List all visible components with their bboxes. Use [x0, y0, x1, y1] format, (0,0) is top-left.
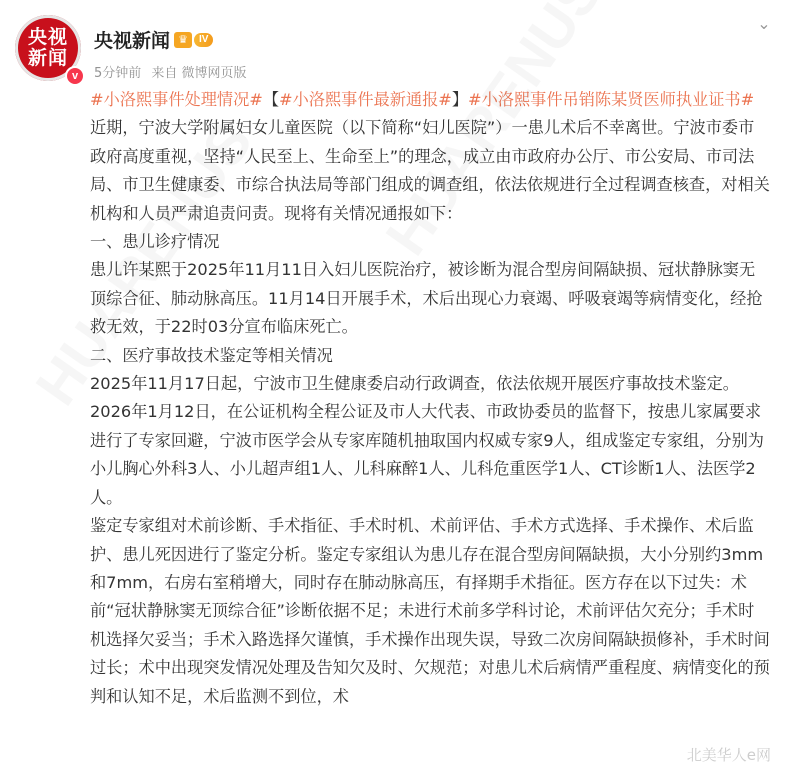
- avatar-line-2: 新闻: [27, 47, 68, 69]
- vip-badge[interactable]: [174, 31, 218, 49]
- post-header: [0, 0, 789, 90]
- bracket-close: 】: [451, 90, 469, 109]
- section1-title: 一、患儿诊疗情况: [90, 232, 220, 252]
- section2-body-2: 鉴定专家组对术前诊断、手术指征、手术时机、术前评估、手术方式选择、手术操作、术后监护、患儿死因进行了鉴定分析。鉴定专家组认为患儿存在混合型房间隔缺损，大小分别约3mm和7mm，右房右室稍增大，同时存在肺动脉高压，有择期手术指征。医方存在以下过失：术前“冠状静脉窦无顶综合征”诊断依据不足；未进行术前多学科讨论，术前评估欠充分；手术时机选择欠妥当；手术入路选择欠谨慎，手术操作出现失误，导致二次房间隔缺损修补，手术时间过长；术中出现突发情况处理及告知欠及时、欠规范；对患儿术后病情严重程度、病情变化的预判和认知不足，术后监测不到位，术: [90, 516, 770, 706]
- post-meta: [94, 62, 253, 81]
- crown-icon: ♛: [174, 32, 192, 48]
- bracket-open: 【: [262, 90, 280, 109]
- post-content: [90, 86, 770, 711]
- section2-body-1: 2025年11月17日起，宁波市卫生健康委启动行政调查，依法依规开展医疗事故技术鉴定。2026年1月12日，在公证机构全程公证及市人大代表、市政协委员的监督下，按患儿家属要求进行了专家回避，宁波市医学会从专家库随机抽取国内权威专家9人，组成鉴定专家组，分别为小儿胸心外科3人、小儿超声组1人、儿科麻醉1人、儿科危重医学1人、CT诊断1人、法医学2人。: [90, 374, 764, 507]
- verified-badge-icon: v: [65, 66, 85, 86]
- topic-link[interactable]: #小洛熙事件处理情况#: [90, 90, 263, 109]
- watermark-logo: 北美华人e网: [686, 746, 771, 764]
- chevron-down-icon[interactable]: ⌄: [757, 16, 771, 33]
- section1-body: 患儿许某熙于2025年11月11日入妇儿医院治疗，被诊断为混合型房间隔缺损、冠状静脉窦无顶综合征、肺动脉高压。11月14日开展手术，术后出现心力衰竭、呼吸衰竭等病情变化，经抢救无效，于22时03分宣布临床死亡。: [90, 260, 763, 337]
- post-paragraph-intro: [90, 86, 770, 228]
- post-time[interactable]: 5分钟前: [94, 66, 142, 81]
- author-name[interactable]: 央视新闻: [94, 30, 171, 52]
- topic-link[interactable]: #小洛熙事件最新通报#: [279, 90, 452, 109]
- post-source: 来自 微博网页版: [151, 66, 247, 81]
- topic-link[interactable]: #小洛熙事件吊销陈某贤医师执业证书#: [468, 90, 755, 109]
- vip-level: IV: [194, 33, 213, 47]
- intro-text: 近期，宁波大学附属妇女儿童医院（以下简称“妇儿医院”）一患儿术后不幸离世。宁波市委市政府高度重视，坚持“人民至上、生命至上”的理念，成立由市政府办公厅、市公安局、市司法局、市卫生健康委、市综合执法局等部门组成的调查组，依法依规进行全过程调查核查，对相关机构和人员严肃追责问责。现将有关情况通报如下：: [90, 118, 770, 223]
- section2-title: 二、医疗事故技术鉴定等相关情况: [90, 345, 333, 365]
- avatar-line-1: 央视: [27, 26, 68, 48]
